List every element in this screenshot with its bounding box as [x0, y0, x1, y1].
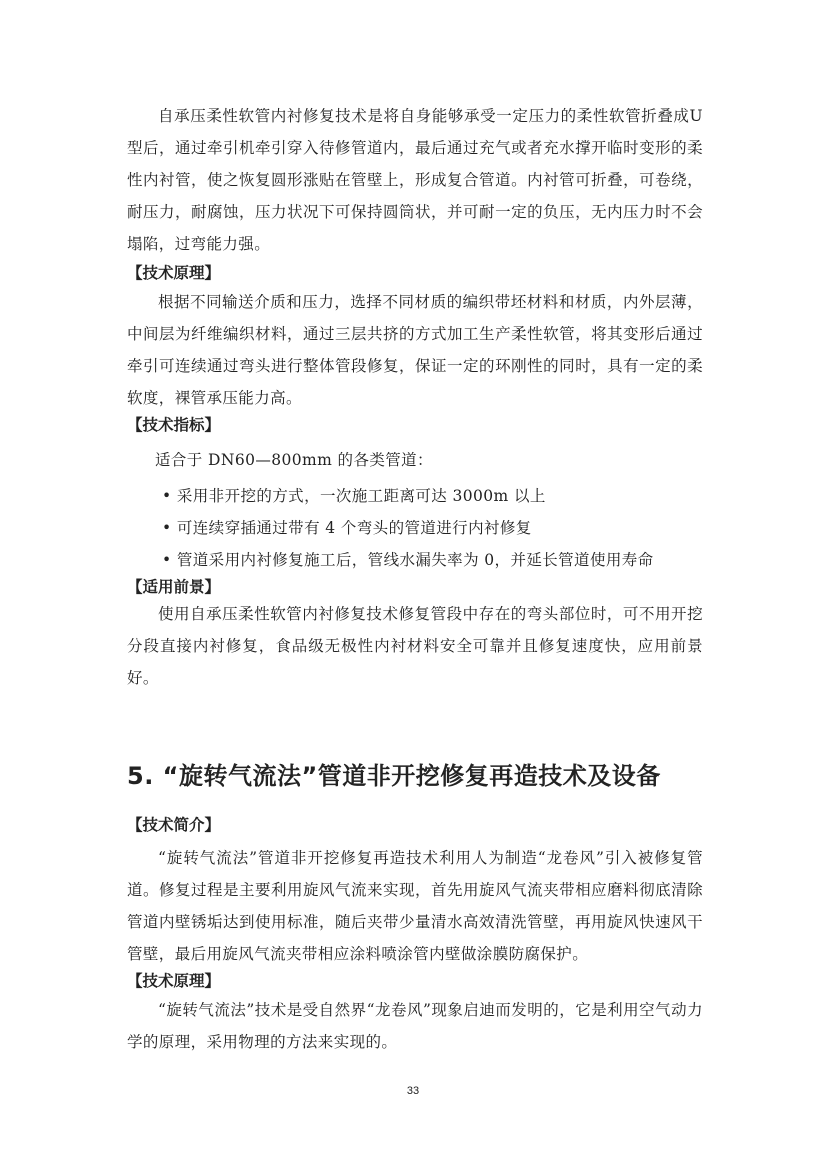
principle-paragraph: 根据不同输送介质和压力，选择不同材质的编织带坯材料和材质，内外层薄，中间层为纤维编织材料，通过三层共挤的方式加工生产柔性软管，将其变形后通过牵引可连续通过弯头进行整体管段修复，保证一定的环刚性的同时，具有一定的柔软度，裸管承压能力高。 — [127, 293, 703, 407]
section5-principle-heading: 【技术原理】 — [127, 972, 221, 990]
section5-principle-paragraph: “旋转气流法”技术是受自然界“龙卷风”现象启迪而发明的，它是利用空气动力学的原理，采用物理的方法来实现的。 — [127, 1001, 703, 1051]
section5-intro-paragraph: “旋转气流法”管道非开挖修复再造技术利用人为制造“龙卷风”引入被修复管道。修复过程是主要利用旋风气流来实现，首先用旋风气流夹带相应磨料彻底清除管道内壁锈垢达到使用标准，随后夹带少量清水高效清洗管壁，再用旋风快速风干管壁，最后用旋风气流夹带相应涂料喷涂管内壁做涂膜防腐保护。 — [127, 849, 703, 963]
section1-intro-paragraph: 自承压柔性软管内衬修复技术是将自身能够承受一定压力的柔性软管折叠成U型后，通过牵引机牵引穿入待修管道内，最后通过充气或者充水撑开临时变形的柔性内衬管，使之恢复圆形涨贴在管壁上，形成复合管道。内衬管可折叠，可卷绕，耐压力，耐腐蚀，压力状况下可保持圆筒状，并可耐一定的负压，无内压力时不会塌陷，过弯能力强。 — [127, 107, 703, 253]
prospect-heading: 【适用前景】 — [127, 578, 221, 596]
index-heading: 【技术指标】 — [127, 416, 221, 434]
index-item: • 采用非开挖的方式，一次施工距离可达 3000m 以上 — [162, 487, 546, 505]
index-item: • 可连续穿插通过带有 4 个弯头的管道进行内衬修复 — [162, 519, 532, 537]
index-item: • 管道采用内衬修复施工后，管线水漏失率为 0，并延长管道使用寿命 — [162, 551, 654, 569]
prospect-paragraph: 使用自承压柔性软管内衬修复技术修复管段中存在的弯头部位时，可不用开挖分段直接内衬修复，食品级无极性内衬材料安全可靠并且修复速度快，应用前景好。 — [127, 605, 703, 687]
section-title: 5. “旋转气流法”管道非开挖修复再造技术及设备 — [127, 762, 661, 790]
page-number: 33 — [406, 1085, 420, 1097]
intro-heading: 【技术简介】 — [127, 816, 221, 834]
principle-heading: 【技术原理】 — [127, 264, 221, 282]
index-intro: 适合于 DN60—800mm 的各类管道： — [155, 451, 433, 469]
